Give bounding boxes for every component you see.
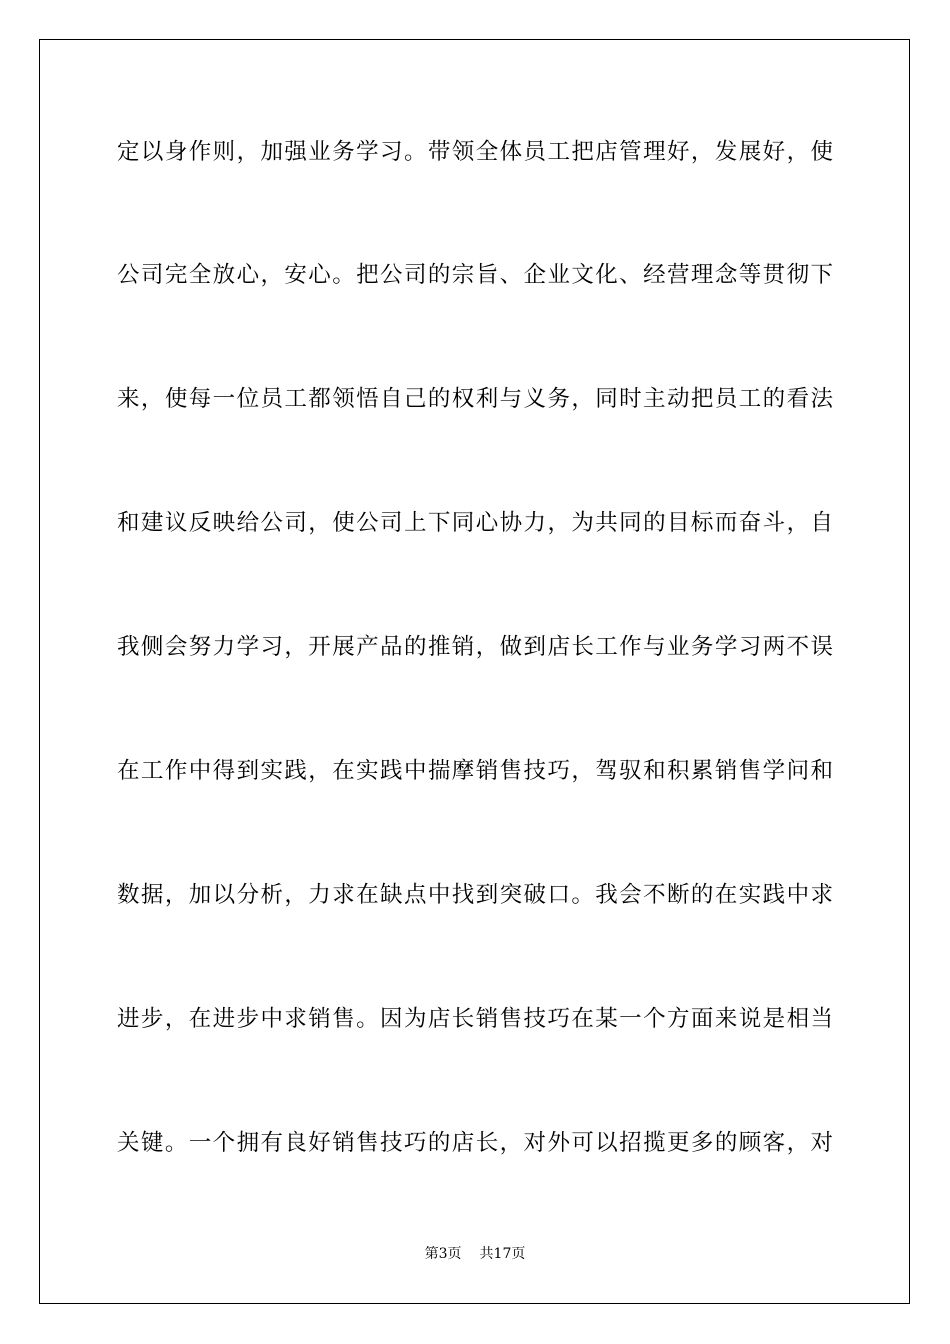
text-line: 定以身作则，加强业务学习。带领全体员工把店管理好，发展好，使 [117,139,833,165]
page-footer [0,1244,950,1264]
text-line: 在工作中得到实践，在实践中揣摩销售技巧，驾驭和积累销售学问和 [117,758,833,784]
text-line: 来，使每一位员工都领悟自己的权利与义务，同时主动把员工的看法 [117,386,833,412]
text-line: 关键。一个拥有良好销售技巧的店长，对外可以招揽更多的顾客，对 [117,1130,833,1156]
total-pages: 共17页 [479,1246,526,1262]
text-line: 和建议反映给公司，使公司上下同心协力，为共同的目标而奋斗，自 [117,510,833,536]
text-line: 我侧会努力学习，开展产品的推销，做到店长工作与业务学习两不误 [117,634,833,660]
text-line: 数据，加以分析，力求在缺点中找到突破口。我会不断的在实践中求 [117,882,833,908]
text-line: 进步，在进步中求销售。因为店长销售技巧在某一个方面来说是相当 [117,1006,833,1032]
page-number: 第3页 [424,1246,462,1262]
text-line: 公司完全放心，安心。把公司的宗旨、企业文化、经营理念等贯彻下 [117,262,833,288]
page-border [39,39,910,1304]
